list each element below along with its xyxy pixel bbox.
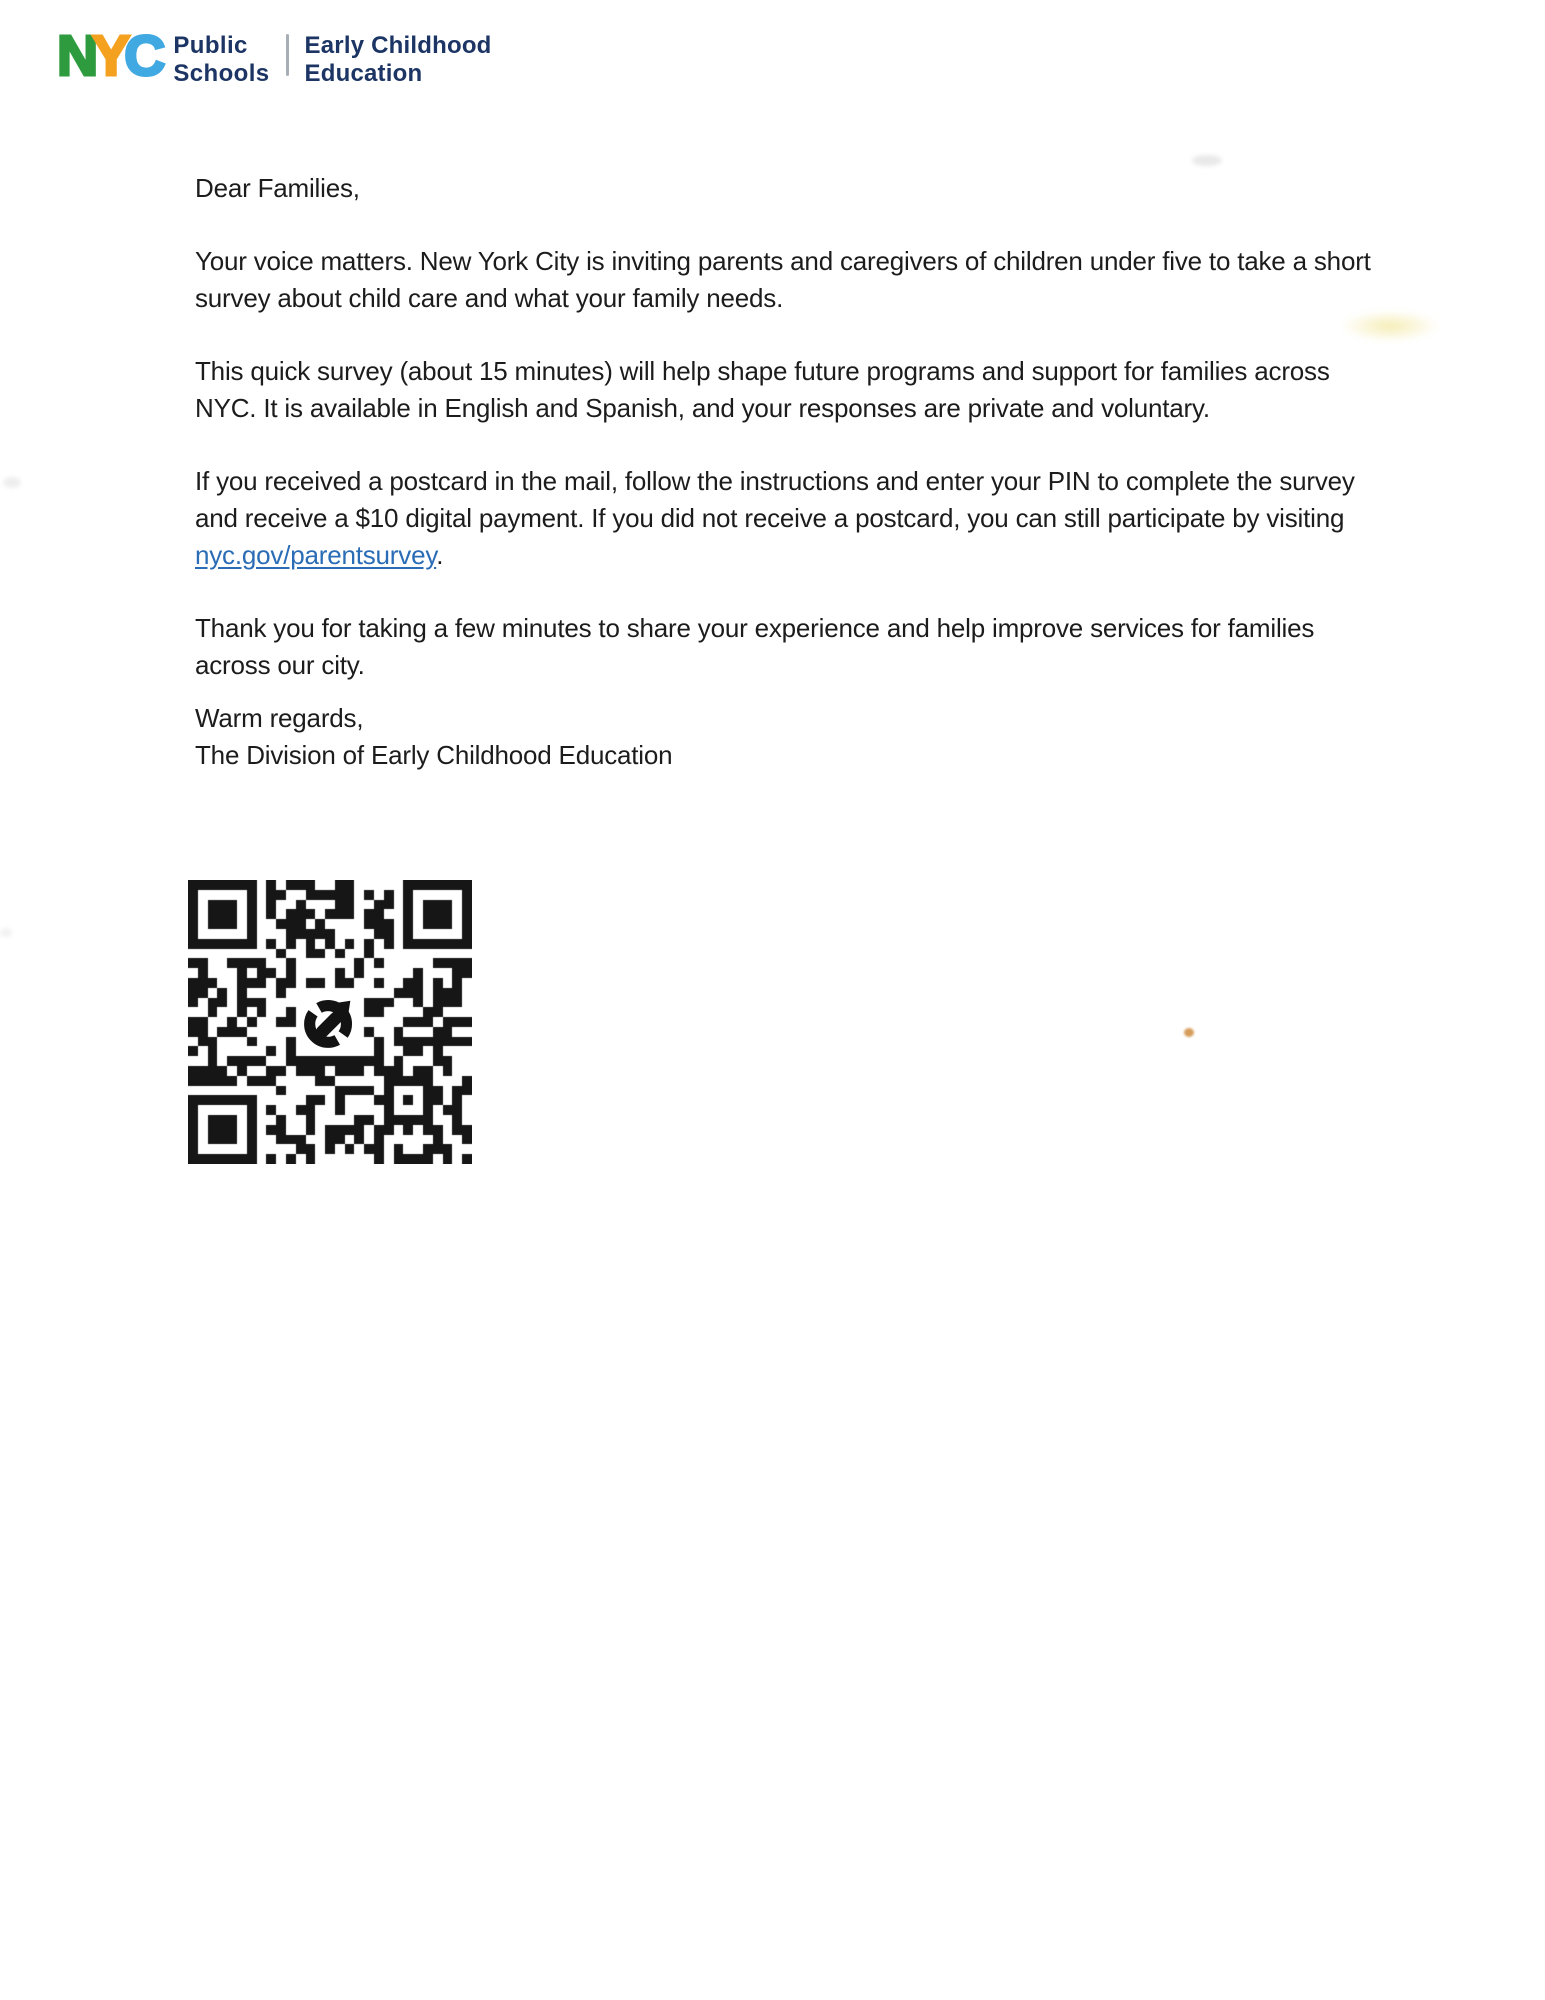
letter-body [195,170,1390,774]
nyc-logo [57,24,160,88]
signature-block [195,700,1390,774]
org-name-line2: Schools [173,60,270,87]
division-name-line1: Early Childhood [304,32,492,59]
salutation: Dear Families, [195,173,360,203]
nyc-letter-c: C [124,24,160,88]
header-logo [57,24,492,88]
survey-link[interactable]: nyc.gov/parentsurvey [195,540,437,570]
paragraph-postcard-after: . [436,540,444,570]
nyc-letter-y: Y [92,24,125,88]
division-name [305,32,492,88]
signoff: Warm regards, [195,703,364,733]
paragraph-thanks: Thank you for taking a few minutes to share your experience and help improve services for families across our city. [195,613,1315,680]
paragraph-intro: Your voice matters. New York City is inviting parents and caregivers of children under five to take a short survey about child care and what your family needs. [195,246,1371,313]
scan-artifact-gray-smudge [1192,155,1222,166]
paragraph-postcard-before: If you received a postcard in the mail, follow the instructions and enter your PIN to complete the survey and receive a $10 digital payment. If you did not receive a postcard, you can still participate by visiting [195,466,1355,533]
logo-divider [286,34,289,76]
scan-artifact-left-edge-smudge [3,477,21,488]
signature: The Division of Early Childhood Education [195,740,673,770]
scan-artifact-orange-speck [1184,1028,1194,1037]
scan-artifact-left-edge-smudge [0,928,12,937]
org-name [173,32,269,88]
nyc-letter-n: N [57,24,93,88]
paragraph-survey-details: This quick survey (about 15 minutes) will help shape future programs and support for families across NYC. It is available in English and Spanish, and your responses are private and voluntary. [195,356,1330,423]
division-name-line2: Education [304,60,423,87]
paragraph-postcard [195,463,1390,574]
arrow-up-right-circle-icon [299,991,361,1053]
qr-code [188,880,472,1164]
org-name-line1: Public [173,32,248,59]
